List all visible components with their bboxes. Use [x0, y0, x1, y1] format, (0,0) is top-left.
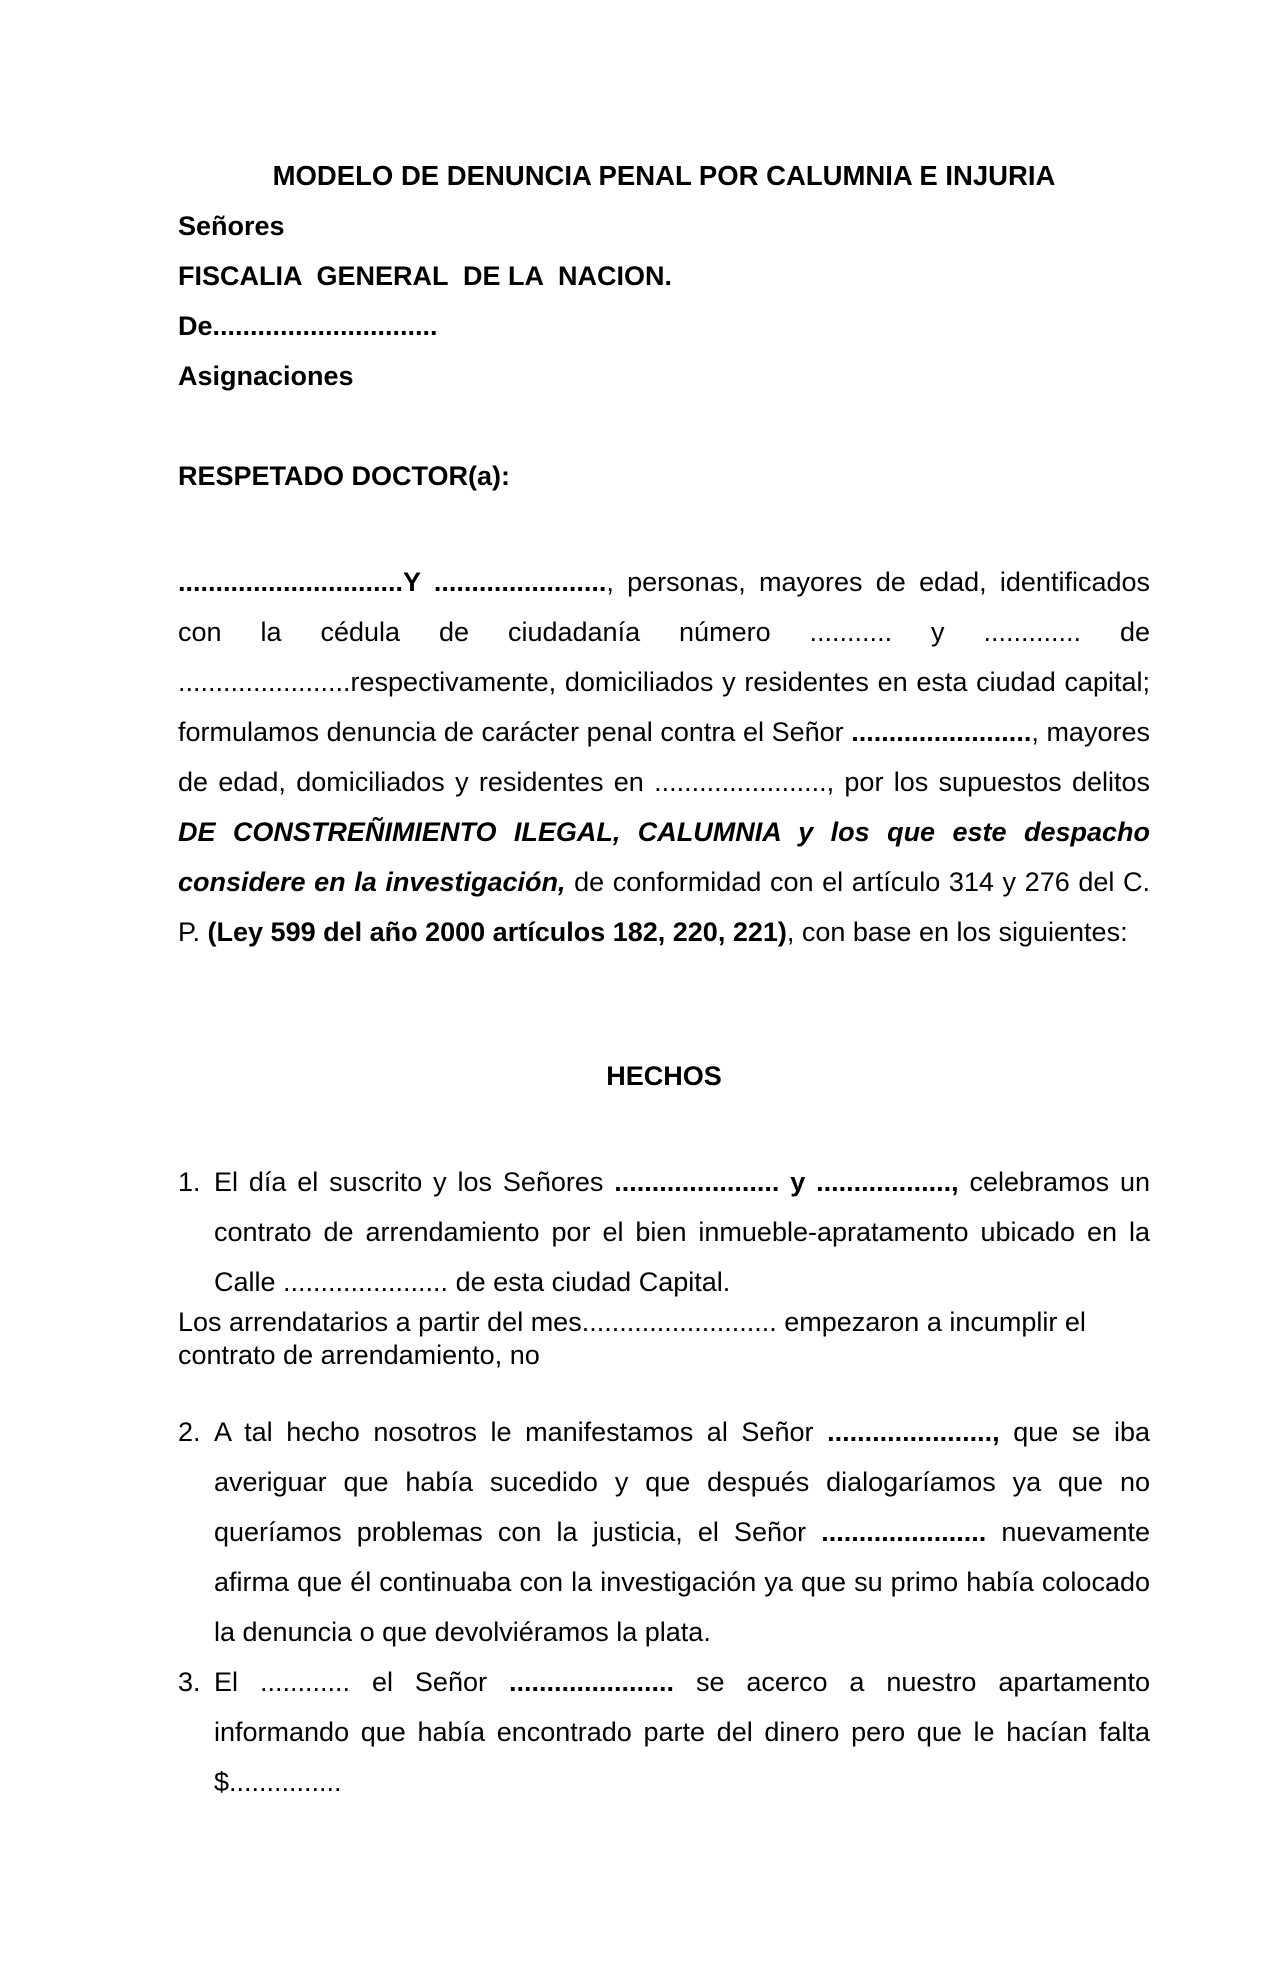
fact-text-part: El día el suscrito y los Señores	[214, 1167, 615, 1197]
fact-number: 2.	[178, 1417, 201, 1447]
fact-item-3	[178, 1657, 1150, 1807]
salutation: Señores	[178, 211, 285, 241]
accused-placeholder: ........................	[851, 717, 1032, 747]
fact-text	[214, 1657, 1150, 1807]
intro-text-2: , mayores de edad, domiciliados y residentes en ......................., por los supuestos delitos	[178, 717, 1150, 797]
fact-text-part: A tal hecho nosotros le manifestamos al Señor	[214, 1417, 828, 1447]
fact-number: 3.	[178, 1667, 201, 1697]
tenants-note: Los arrendatarios a partir del mes.......................... empezaron a incumplir el contrato de arrendamiento, no	[178, 1307, 1086, 1370]
fact-text-part: celebramos un contrato de arrendamiento por el bien inmueble-apratamento ubicado en la Calle ...................... de esta ciudad Capital.	[214, 1167, 1150, 1297]
fact-number: 1.	[178, 1167, 201, 1197]
fact-item-1	[178, 1157, 1150, 1307]
fact-item-2	[178, 1407, 1150, 1657]
fact-text	[214, 1407, 1150, 1657]
fact-placeholder: ...................... y ..................,	[614, 1167, 959, 1197]
recipient-office: FISCALIA GENERAL DE LA NACION.	[178, 261, 673, 291]
section-title-hechos: HECHOS	[606, 1061, 722, 1091]
fact-text	[214, 1157, 1150, 1307]
assignments: Asignaciones	[178, 361, 354, 391]
fact-placeholder: ......................,	[827, 1417, 1000, 1447]
fact-placeholder: ......................	[821, 1517, 987, 1547]
fact-text-part: se acerco a nuestro apartamento informando que había encontrado parte del dinero pero que le hacían falta $...............	[214, 1667, 1151, 1797]
crimes-text: DE CONSTREÑIMIENTO ILEGAL, CALUMNIA y los que este despacho considere en la investigación,	[178, 817, 1150, 897]
fact-text-part: que se iba averiguar que había sucedido y que después dialogaríamos ya que no queríamos problemas con la justicia, el Señor	[214, 1417, 1150, 1547]
fact-text-part: nuevamente afirma que él continuaba con la investigación ya que su primo había colocado la denuncia o que devolviéramos la plata.	[214, 1517, 1151, 1647]
greeting: RESPETADO DOCTOR(a):	[178, 461, 511, 491]
intro-text-1: , personas, mayores de edad, identificados con la cédula de ciudadanía número ........... y ............. de .......................respectivamente, domiciliados y residentes en esta ciudad capital; formulamos denuncia de carácter penal contra el Señor	[178, 567, 1150, 747]
document-title: MODELO DE DENUNCIA PENAL POR CALUMNIA E INJURIA	[272, 160, 1056, 191]
intro-paragraph	[178, 557, 1150, 957]
intro-text-3: de conformidad con el artículo 314 y 276 del C. P.	[178, 867, 1150, 947]
complainants-placeholder: ..............................Y .......................	[178, 567, 607, 597]
recipient-city: De..............................	[178, 311, 438, 341]
law-reference: (Ley 599 del año 2000 artículos 182, 220, 221)	[207, 917, 787, 947]
fact-placeholder: ......................	[508, 1667, 674, 1697]
fact-text-part: El ............ el Señor	[214, 1667, 509, 1697]
intro-text-4: , con base en los siguientes:	[786, 917, 1128, 947]
